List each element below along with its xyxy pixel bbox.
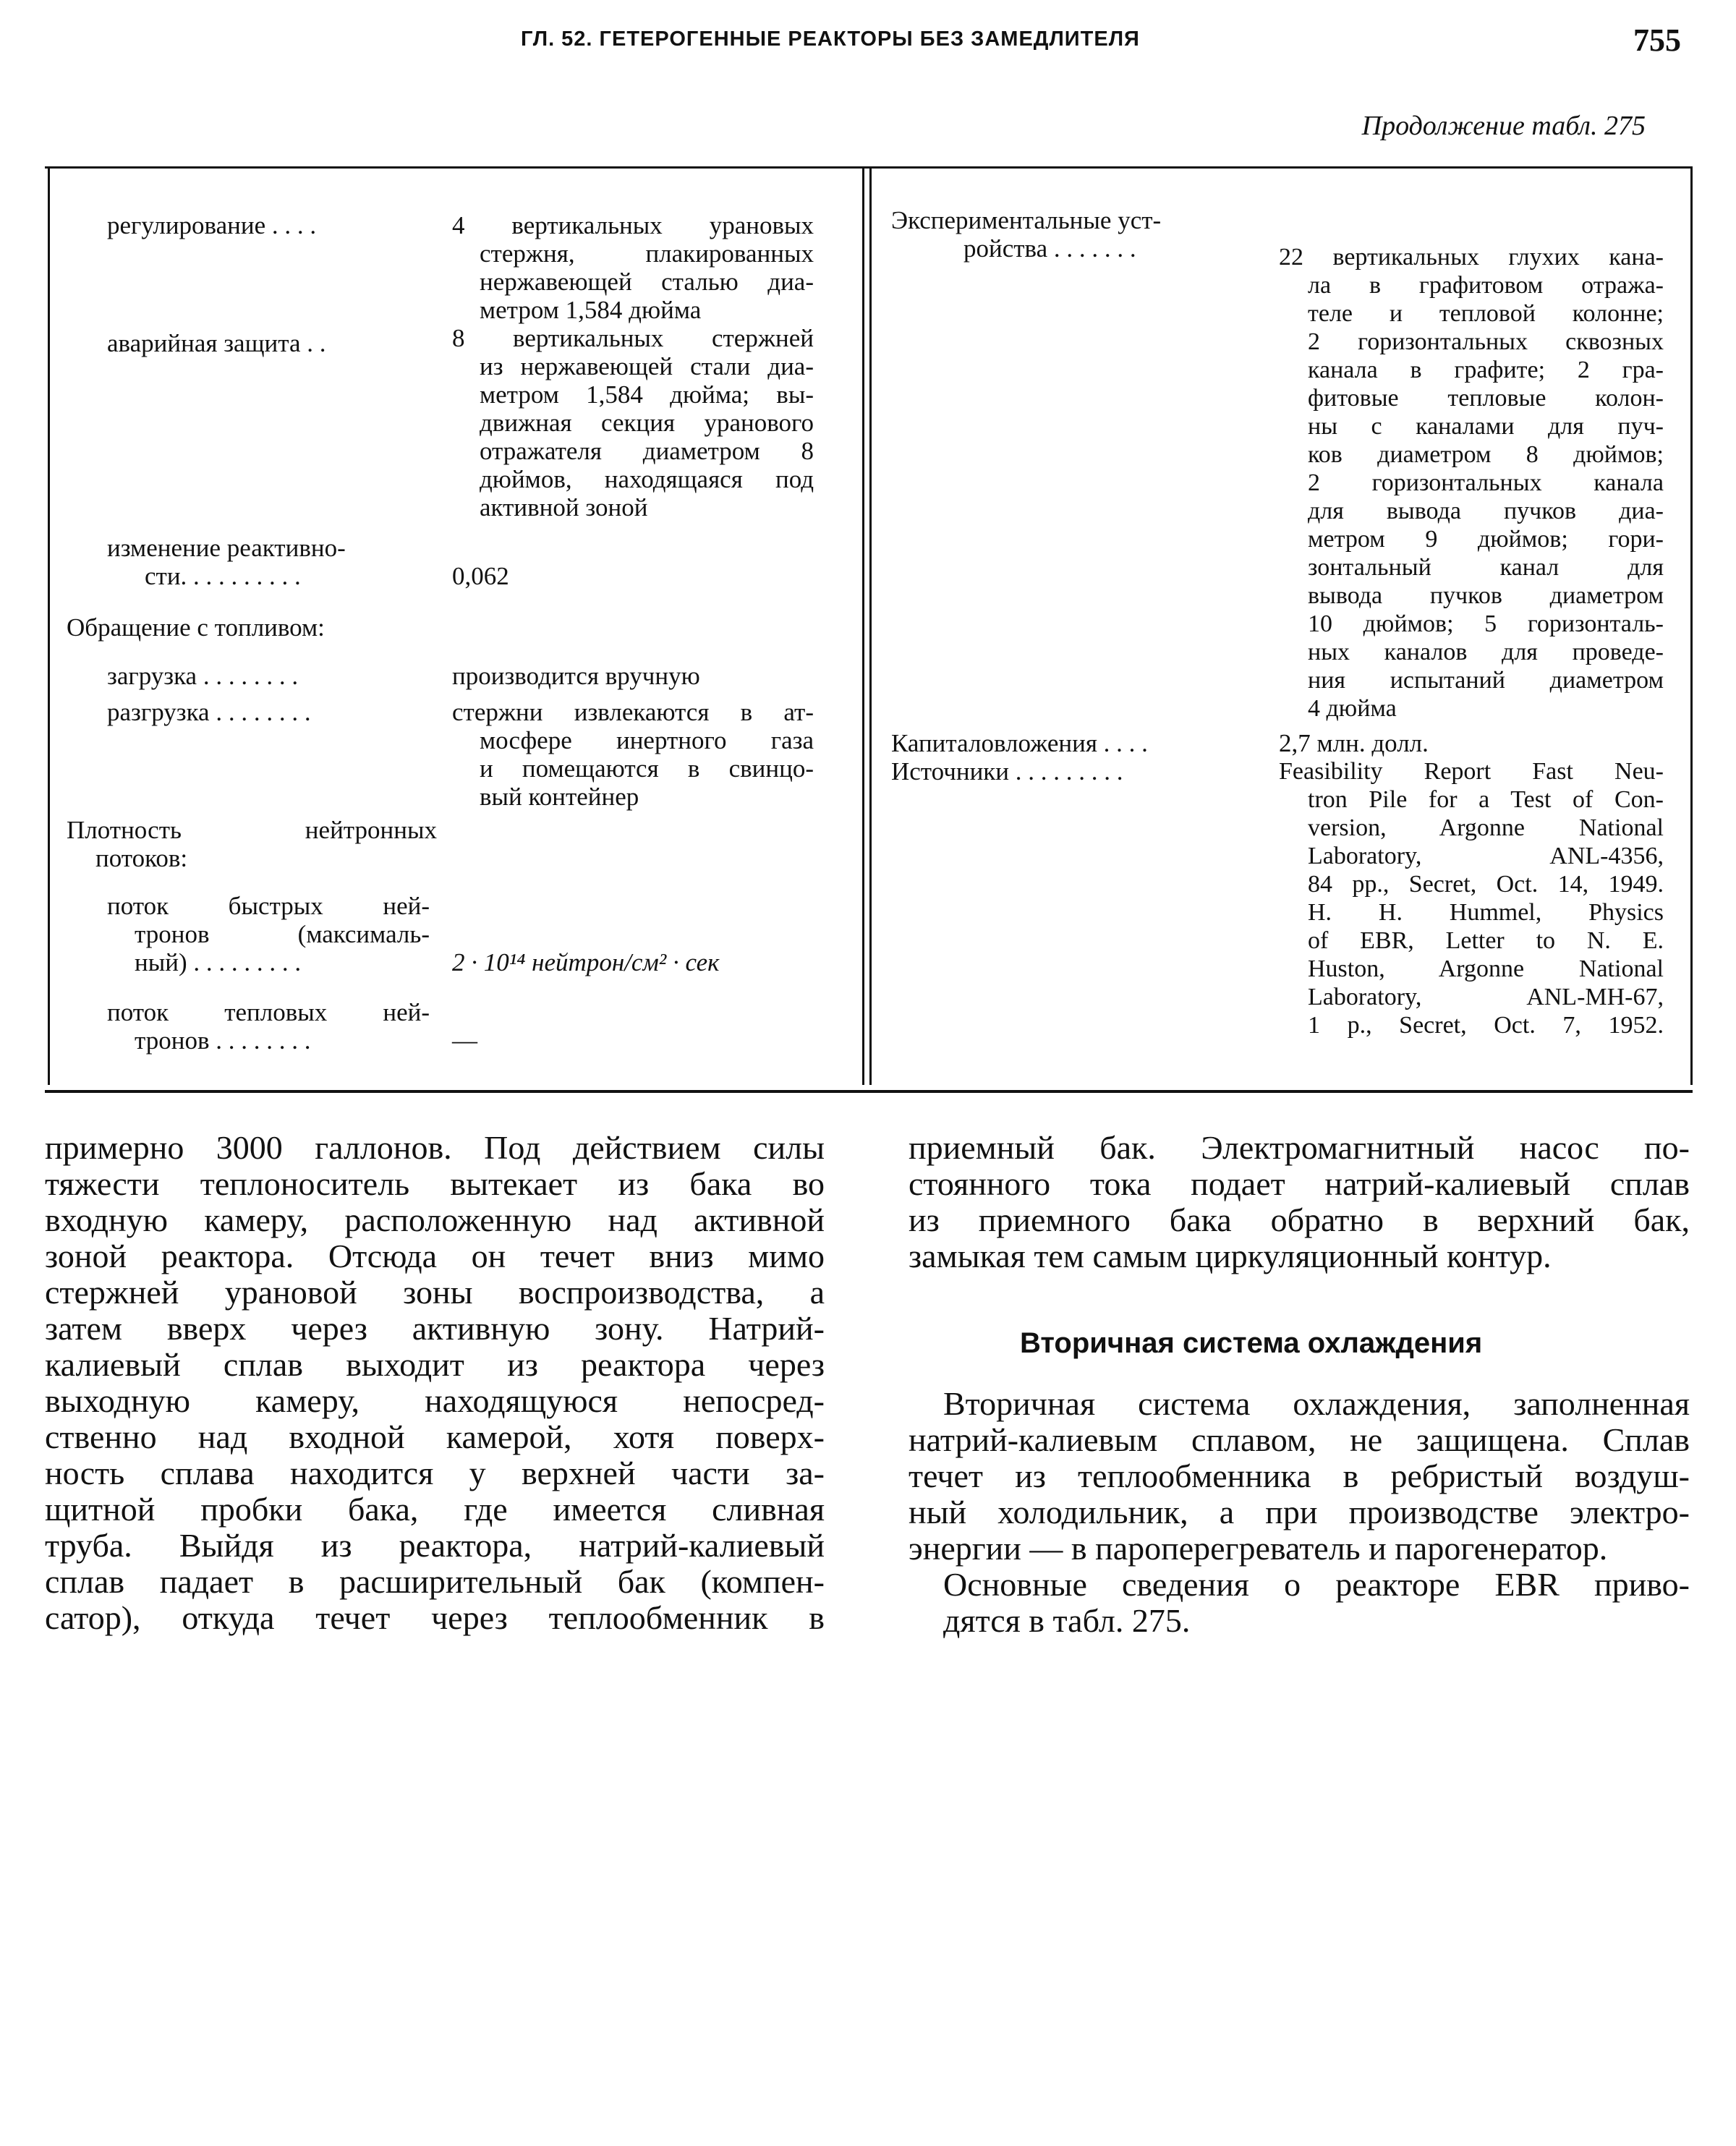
value-line: нержавеющей сталью диа- [480, 268, 814, 296]
body-line: натрий-калиевым сплавом, не защищена. Сплав [909, 1421, 1690, 1458]
value-line: зонтальный канал для [1308, 554, 1664, 581]
table-right-rule [1690, 166, 1693, 1085]
label-line: поток быстрых ней- [107, 892, 430, 920]
body-line: тяжести теплоноситель вытекает из бака во [45, 1165, 825, 1202]
body-line: Вторичная система охлаждения, заполненная [943, 1385, 1690, 1422]
body-line: выходную камеру, находящуюся непосред- [45, 1382, 825, 1419]
value-line: метром 1,584 дюйма [480, 296, 702, 324]
table-top-rule [45, 166, 1693, 169]
value-line: 84 pp., Secret, Oct. 14, 1949. [1308, 871, 1664, 898]
value-line: дюймов, находящаяся под [480, 465, 814, 493]
left-body-column [45, 1130, 825, 1636]
experimental-value [1279, 243, 1664, 723]
unloading-label: разгрузка . . . . . . . . [107, 698, 311, 726]
page-number: 755 [1633, 22, 1681, 58]
value-line: Laboratory, ANL-4356, [1308, 843, 1664, 869]
reactivity-value: 0,062 [452, 562, 509, 590]
paragraph-reference [909, 1567, 1690, 1639]
sources-value [1279, 757, 1664, 1039]
regulation-value [452, 211, 814, 324]
body-line: сплав падает в расширительный бак (компен- [45, 1563, 825, 1600]
body-line: Основные сведения о реакторе EBR приво- [943, 1566, 1690, 1603]
body-line: течет из теплообменника в ребристый воздуш- [909, 1457, 1690, 1494]
reactivity-label-cont: сти. . . . . . . . . . [145, 562, 301, 590]
value-line: version, Argonne National [1308, 814, 1664, 841]
body-line: ный холодильник, а при производстве электро- [909, 1494, 1690, 1530]
right-body-top [909, 1130, 1690, 1274]
value-line: метром 9 дюймов; гори- [1308, 526, 1664, 553]
value-line: теле и тепловой колонне; [1308, 300, 1664, 327]
capital-value: 2,7 млн. долл. [1279, 729, 1429, 757]
body-line: ственно над входной камерой, хотя поверх- [45, 1418, 825, 1455]
value-line: вый контейнер [480, 783, 639, 811]
value-line: ных каналов для проведе- [1308, 639, 1664, 665]
value-line: 8 вертикальных стержней [452, 324, 814, 352]
body-line: замыкая тем самым циркуляционный контур. [909, 1238, 1552, 1274]
body-line: дятся в табл. 275. [943, 1602, 1191, 1639]
value-line: of EBR, Letter to N. E. [1308, 927, 1664, 954]
specs-table [45, 166, 1693, 1094]
table-continuation-label: Продолжение табл. 275 [1361, 111, 1646, 141]
value-line: ния испытаний диаметром [1308, 667, 1664, 694]
scram-label: аварийная защита . . [107, 329, 326, 357]
value-line: канала в графите; 2 гра- [1308, 357, 1664, 383]
fast-flux-label [107, 892, 430, 976]
fuel-handling-label: Обращение с топливом: [67, 613, 325, 642]
value-line: 10 дюймов; 5 горизонталь- [1308, 610, 1664, 637]
capital-label: Капиталовложения . . . . [891, 729, 1148, 757]
body-line: щитной пробки бака, где имеется сливная [45, 1491, 825, 1528]
body-line: сатор), откуда течет через теплообменник в [45, 1599, 825, 1636]
scram-value [452, 324, 814, 521]
body-line: труба. Выйдя из реактора, натрий-калиевый [45, 1527, 825, 1564]
body-line: энергии — в пароперегреватель и парогенератор. [909, 1530, 1608, 1567]
body-line: затем вверх через активную зону. Натрий- [45, 1310, 825, 1347]
label-line: поток тепловых ней- [107, 998, 430, 1026]
value-line: мосфере инертного газа [480, 726, 814, 754]
section-heading: Вторичная система охлаждения [1020, 1327, 1483, 1359]
experimental-label-cont: ройства . . . . . . . [963, 234, 1136, 263]
regulation-label: регулирование . . . . [107, 211, 317, 239]
value-line: H. H. Hummel, Physics [1308, 899, 1664, 926]
table-center-rule [869, 166, 872, 1085]
value-line: 22 вертикальных глухих кана- [1279, 244, 1664, 271]
table-bottom-rule [45, 1090, 1693, 1093]
flux-label: Плотность нейтронных [67, 816, 437, 844]
loading-label: загрузка . . . . . . . . [107, 662, 299, 690]
label-line: тронов (максималь- [135, 920, 430, 948]
value-line: движная секция уранового [480, 409, 814, 437]
body-line: приемный бак. Электромагнитный насос по- [909, 1129, 1690, 1166]
fast-flux-value: 2 · 10¹⁴ нейтрон/см² · сек [452, 948, 720, 976]
body-line: стоянного тока подает натрий-калиевый сплав [909, 1165, 1690, 1202]
loading-value: производится вручную [452, 662, 700, 690]
table-left-rule [48, 166, 50, 1085]
value-line: Laboratory, ANL-MH-67, [1308, 984, 1664, 1010]
chapter-title: ГЛ. 52. ГЕТЕРОГЕННЫЕ РЕАКТОРЫ БЕЗ ЗАМЕДЛИТЕЛЯ [521, 27, 1140, 51]
value-line: ла в графитовом отража- [1308, 272, 1664, 299]
value-line: стержня, плакированных [480, 239, 814, 268]
value-line: ны с каналами для пуч- [1308, 413, 1664, 440]
value-line: Huston, Argonne National [1308, 955, 1664, 982]
body-line: ность сплава находится у верхней части за- [45, 1455, 825, 1491]
thermal-flux-value: — [452, 1026, 477, 1055]
body-line: из приемного бака обратно в верхний бак, [909, 1201, 1690, 1238]
body-line: входную камеру, расположенную над активной [45, 1201, 825, 1238]
value-line: tron Pile for a Test of Con- [1308, 786, 1664, 813]
value-line: вывода пучков диаметром [1308, 582, 1664, 609]
label-line: тронов . . . . . . . . [135, 1026, 311, 1055]
sources-label: Источники . . . . . . . . . [891, 757, 1123, 785]
reactivity-label: изменение реактивно- [107, 534, 346, 562]
value-line: 4 дюйма [1308, 695, 1397, 722]
body-line: калиевый сплав выходит из реактора через [45, 1346, 825, 1383]
value-line: активной зоной [480, 493, 648, 521]
value-line: ков диаметром 8 дюймов; [1308, 441, 1664, 468]
value-line: Feasibility Report Fast Neu- [1279, 758, 1664, 785]
value-line: фитовые тепловые колон- [1308, 385, 1664, 412]
thermal-flux-label [107, 998, 430, 1055]
value-line: отражателя диаметром 8 [480, 437, 814, 465]
flux-label-cont: потоков: [95, 844, 188, 872]
unloading-value [452, 698, 814, 811]
value-line: 1 p., Secret, Oct. 7, 1952. [1308, 1012, 1664, 1039]
value-line: метром 1,584 дюйма; вы- [480, 380, 814, 409]
value-line: стержни извлекаются в ат- [452, 698, 814, 726]
paragraph-secondary-cooling [909, 1386, 1690, 1567]
value-line: 2 горизонтальных канала [1308, 469, 1664, 496]
value-line: и помещаются в свинцо- [480, 754, 814, 783]
table-center-rule [862, 166, 864, 1085]
label-line: ный) . . . . . . . . . [135, 948, 302, 976]
experimental-label: Экспериментальные уст- [891, 206, 1162, 234]
body-line: зоной реактора. Отсюда он течет вниз мимо [45, 1238, 825, 1274]
body-line: стержней урановой зоны воспроизводства, а [45, 1274, 825, 1311]
value-line: из нержавеющей стали диа- [480, 352, 814, 380]
value-line: 2 горизонтальных сквозных [1308, 328, 1664, 355]
body-line: примерно 3000 галлонов. Под действием силы [45, 1129, 825, 1166]
value-line: для вывода пучков диа- [1308, 498, 1664, 524]
value-line: 4 вертикальных урановых [452, 211, 814, 239]
